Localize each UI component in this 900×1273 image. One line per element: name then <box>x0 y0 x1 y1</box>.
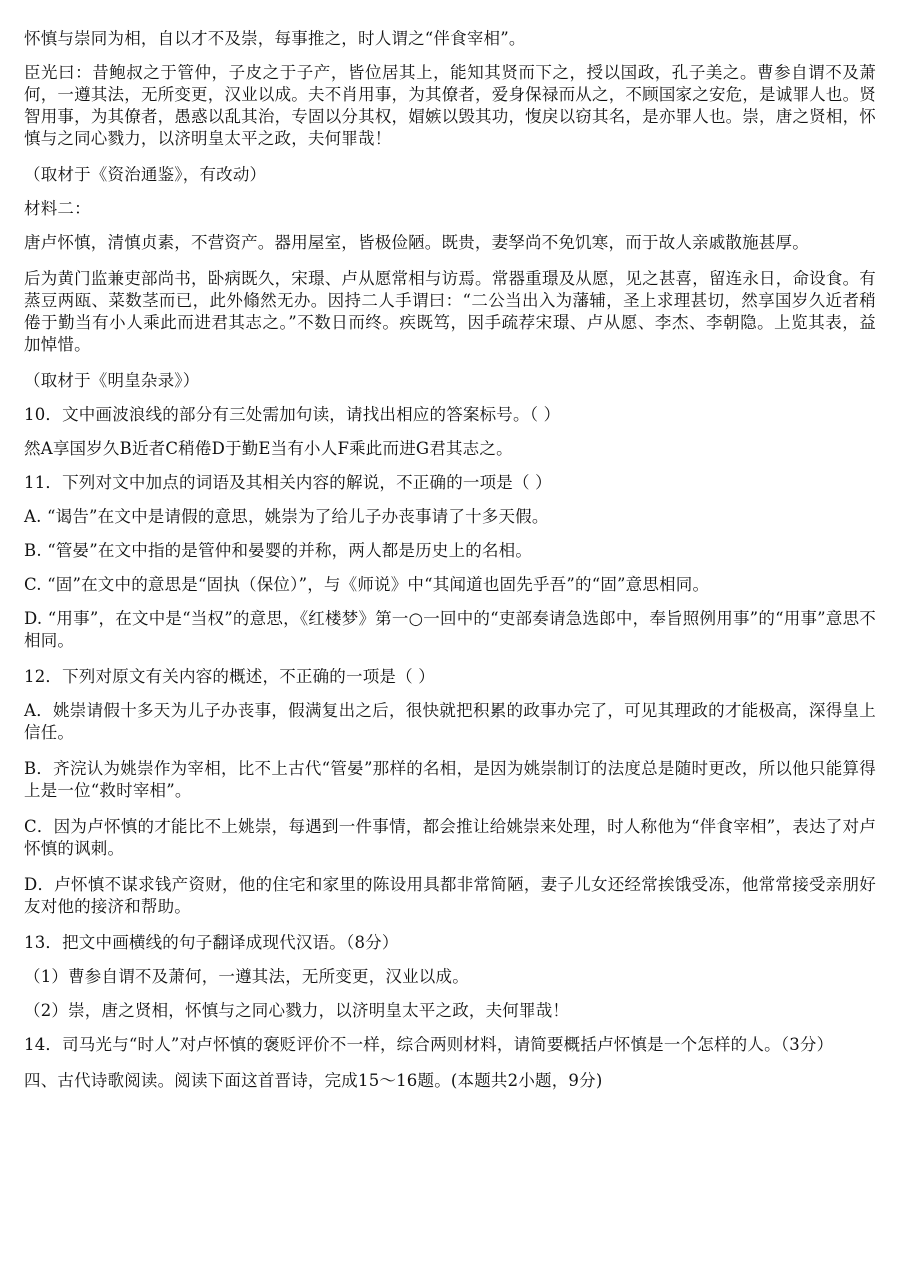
question-14: 14．司马光与“时人”对卢怀慎的褒贬评价不一样，综合两则材料，请简要概括卢怀慎是一个怎样的人。（3分） <box>24 1035 834 1054</box>
paragraph-lu-huaishen-illness: 后为黄门监兼吏部尚书，卧病既久，宋璟、卢从愿常相与访焉。常器重璟及从愿，见之甚喜，留连永日，命设食。有蒸豆两瓯、菜数茎而已，此外翛然无办。因持二人手谓曰：“二公当出入为藩辅，圣上求理甚切，然享国岁久近者稍倦于勤当有小人乘此而进君其志之。”不数日而终。疾既笃，因手疏荐宋璟、卢从愿、李杰、李朝隐。上览其表，益加悼惜。 <box>24 269 876 354</box>
question-11-option-c: C. “固”在文中的意思是“固执（保位）”，与《师说》中“其闻道也固先乎吾”的“固”意思相同。 <box>24 575 710 594</box>
question-10-sentence: 然A享国岁久B近者C稍倦D于勤E当有小人F乘此而进G君其志之。 <box>24 439 513 458</box>
question-13-part-1: （1）曹参自谓不及萧何，一遵其法，无所变更，汉业以成。 <box>24 967 469 986</box>
source-note-minghuang-zalu: （取材于《明皇杂录》） <box>24 371 200 390</box>
paragraph-lu-huaishen-frugal: 唐卢怀慎，清慎贞素，不营资产。器用屋室，皆极俭陋。既贵，妻孥尚不免饥寒，而于故人亲戚散施甚厚。 <box>24 233 809 252</box>
material-two-heading: 材料二： <box>24 199 91 218</box>
question-10: 10．文中画波浪线的部分有三处需加句读，请找出相应的答案标号。（ ） <box>24 405 561 424</box>
question-12-option-d: D．卢怀慎不谋求钱产资财，他的住宅和家里的陈设用具都非常简陋，妻子儿女还经常挨饿受冻，他常常接受亲朋好友对他的接济和帮助。 <box>24 875 876 916</box>
question-13-part-2: （2）崇，唐之贤相，怀慎与之同心戮力，以济明皇太平之政，夫何罪哉！ <box>24 1001 570 1020</box>
document-page <box>24 28 876 1092</box>
paragraph-intro-text: 怀慎与崇同为相，自以才不及崇，每事推之，时人谓之“伴食宰相”。 <box>24 29 526 48</box>
question-12-option-c: C．因为卢怀慎的才能比不上姚崇，每遇到一件事情，都会推让给姚崇来处理，时人称他为“伴食宰相”，表达了对卢怀慎的讽刺。 <box>24 817 876 858</box>
paragraph-sima-guang-comment: 臣光曰：昔鲍叔之于管仲，子皮之于子产，皆位居其上，能知其贤而下之，授以国政，孔子美之。曹参自谓不及萧何，一遵其法，无所变更，汉业以成。夫不肖用事，为其僚者，爱身保禄而从之，不顾国家之安危，是诚罪人也。贤智用事，为其僚者，愚惑以乱其治，专固以分其权，媢嫉以毁其功，愎戾以窃其名，是亦罪人也。崇，唐之贤相，怀慎与之同心戮力，以济明皇太平之政，夫何罪哉！ <box>24 63 876 148</box>
question-13: 13．把文中画横线的句子翻译成现代汉语。（8分） <box>24 933 399 952</box>
question-12: 12．下列对原文有关内容的概述，不正确的一项是（ ） <box>24 667 435 686</box>
question-11-option-b: B. “管晏”在文中指的是管仲和晏婴的并称，两人都是历史上的名相。 <box>24 541 533 560</box>
question-12-option-a: A．姚崇请假十多天为儿子办丧事，假满复出之后，很快就把积累的政事办完了，可见其理政的才能极高，深得皇上信任。 <box>24 701 876 742</box>
question-12-option-b: B．齐浣认为姚崇作为宰相，比不上古代“管晏”那样的名相，是因为姚崇制订的法度总是随时更改，所以他只能算得上是一位“救时宰相”。 <box>24 759 876 800</box>
question-11: 11．下列对文中加点的词语及其相关内容的解说，不正确的一项是（ ） <box>24 473 552 492</box>
question-11-option-d: D. “用事”，在文中是“当权”的意思，《红楼梦》第一○一回中的“吏部奏请急选郎中，奉旨照例用事”的“用事”意思不相同。 <box>24 609 876 650</box>
question-11-option-a: A. “谒告”在文中是请假的意思，姚崇为了给儿子办丧事请了十多天假。 <box>24 507 549 526</box>
source-note-zizhi-tongjian: （取材于《资治通鉴》，有改动） <box>24 165 267 184</box>
section-four-heading: 四、古代诗歌阅读。阅读下面这首晋诗，完成15～16题。(本题共2小题，9分) <box>24 1071 603 1090</box>
